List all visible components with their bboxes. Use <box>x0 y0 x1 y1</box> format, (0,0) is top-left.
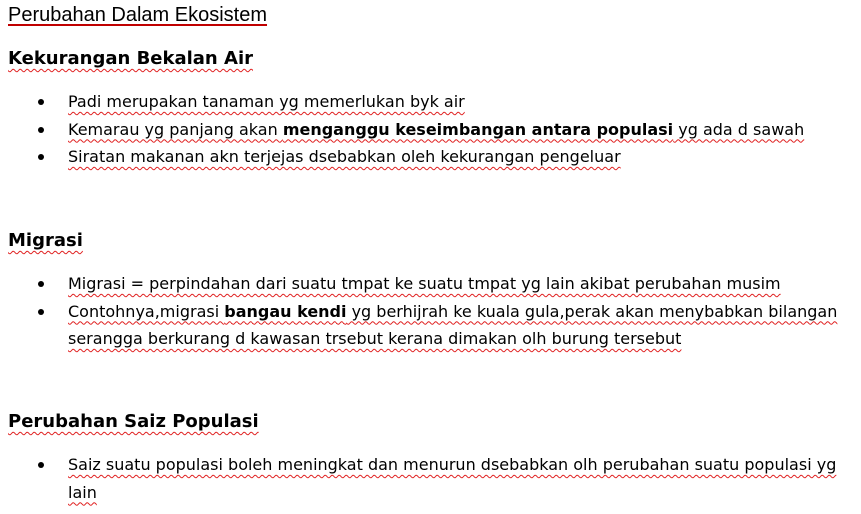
bullet-dot-icon <box>38 281 44 287</box>
bold-text-segment: bangau kendi <box>224 301 347 321</box>
bold-text-segment: menganggu keseimbangan antara populasi <box>282 119 674 139</box>
text-segment: Migrasi = perpindahan dari suatu tmpat ke suatu tmpat yg lain akibat perubahan musim <box>68 274 781 293</box>
list-item <box>0 143 850 171</box>
list-item <box>0 298 850 353</box>
text-segment: yg ada d sawah <box>673 119 805 139</box>
section-heading-kekurangan-bekalan-air: Kekurangan Bekalan Air <box>8 48 253 69</box>
bullet-dot-icon <box>38 154 44 160</box>
bullet-dot-icon <box>38 309 44 315</box>
text-segment: Padi merupakan tanaman yg memerlukan byk air <box>68 92 465 111</box>
bullet-list-kekurangan-bekalan-air <box>0 88 850 171</box>
bullet-dot-icon <box>38 127 44 133</box>
document-title: Perubahan Dalam Ekosistem <box>8 4 268 26</box>
text-segment: Contohnya,migrasi <box>68 301 225 321</box>
text-segment: Saiz suatu populasi boleh meningkat dan menurun dsebabkan olh perubahan suatu populasi yg lain <box>68 455 837 502</box>
text-segment: Kemarau yg panjang akan <box>68 119 283 139</box>
section-heading-migrasi: Migrasi <box>8 230 83 251</box>
section-heading-perubahan-saiz-populasi: Perubahan Saiz Populasi <box>8 411 259 432</box>
bullet-list-migrasi <box>0 270 850 353</box>
bullet-list-perubahan-saiz-populasi <box>0 451 850 506</box>
list-item <box>0 116 850 144</box>
list-item <box>0 88 850 116</box>
bullet-dot-icon <box>38 99 44 105</box>
text-segment: yg berhijrah ke kuala gula,perak akan menybabkan bilangan serangga berkurang d kawasan trsebut kerana dimakan olh burung tersebut <box>68 301 838 348</box>
list-item <box>0 270 850 298</box>
bullet-dot-icon <box>38 462 44 468</box>
text-segment: Siratan makanan akn terjejas dsebabkan oleh kekurangan pengeluar <box>68 147 621 166</box>
list-item <box>0 451 850 506</box>
